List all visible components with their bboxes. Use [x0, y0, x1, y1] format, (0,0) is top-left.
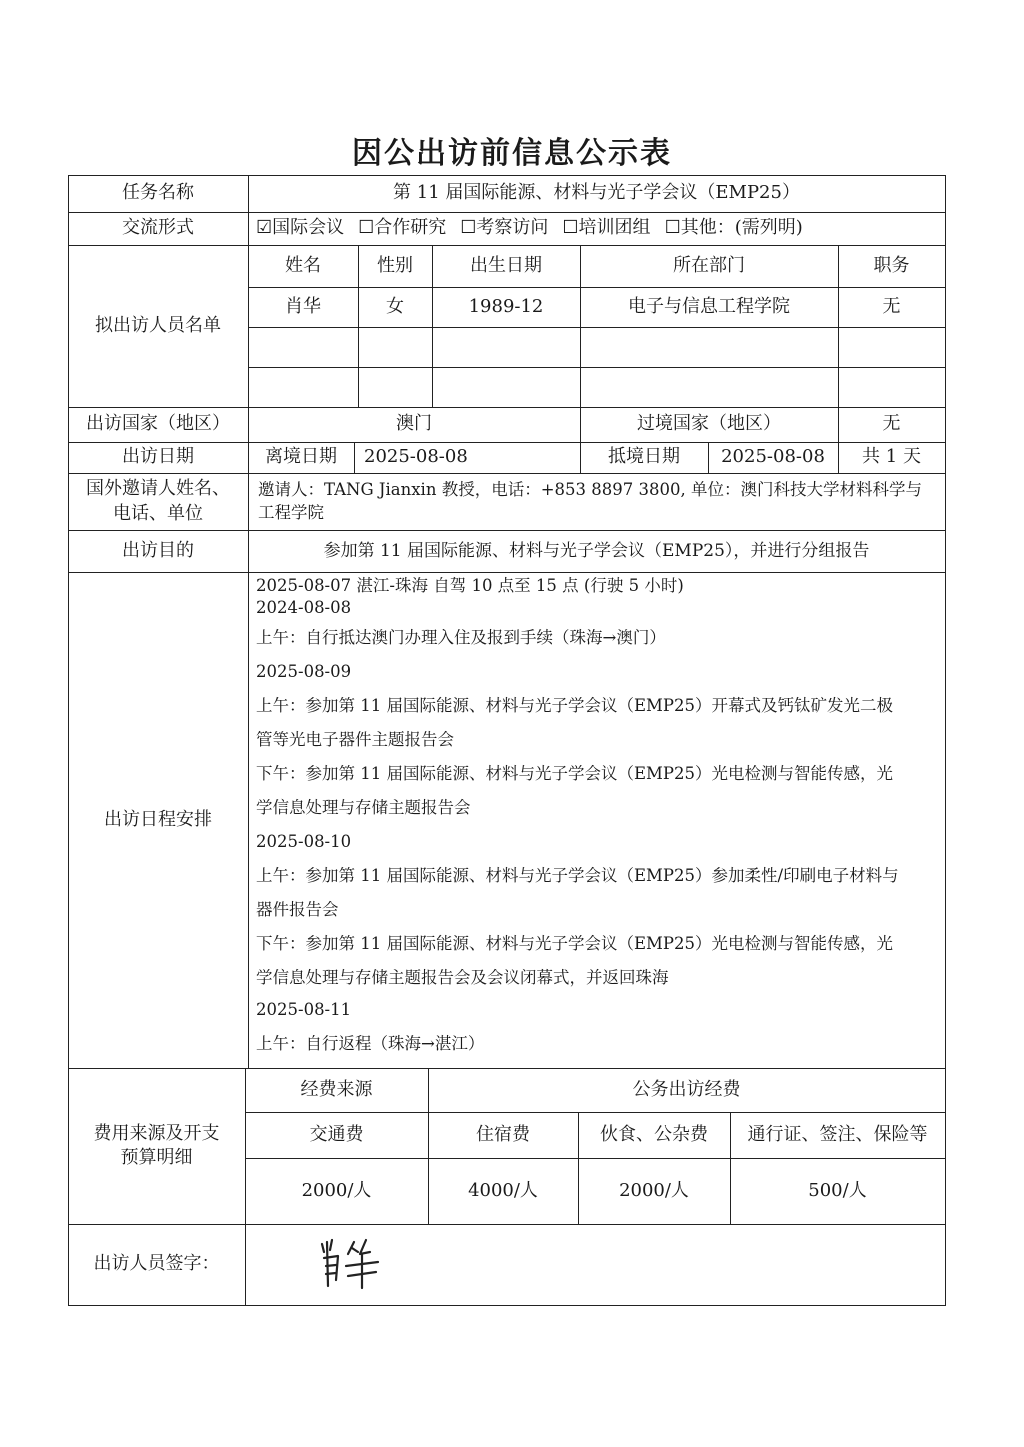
cost-value-accommodation: 4000/人 — [468, 1179, 538, 1201]
cost-header-visa: 通行证、签注、保险等 — [747, 1123, 928, 1145]
person-name: 肖华 — [285, 295, 321, 317]
exchange-label: 交流形式 — [122, 217, 194, 239]
transit-label: 过境国家（地区） — [637, 413, 781, 435]
schedule-line: 上午：参加第 11 届国际能源、材料与光子学会议（EMP25）参加柔性/印刷电子材料与 — [256, 866, 899, 885]
page-title: 因公出访前信息公示表 — [352, 136, 672, 171]
arrive-value: 2025-08-08 — [721, 446, 825, 468]
schedule-line: 2024-08-08 — [256, 598, 352, 617]
schedule-line: 2025-08-09 — [256, 662, 352, 681]
cost-header-transport: 交通费 — [309, 1123, 364, 1145]
option-cooperative-research: ☐合作研究 — [358, 217, 447, 239]
date-label: 出访日期 — [122, 446, 194, 468]
schedule-line: 下午：参加第 11 届国际能源、材料与光子学会议（EMP25）光电检测与智能传感，光 — [256, 934, 894, 953]
schedule-line: 学信息处理与存储主题报告会 — [256, 798, 471, 817]
inviter-value-line-1: 邀请人：TANG Jianxin 教授，电话：+853 8897 3800, 单位：澳门科技大学材料科学与 — [258, 480, 922, 500]
inviter-value — [248, 473, 945, 530]
depart-label: 离境日期 — [265, 446, 337, 468]
inviter-label — [68, 473, 248, 530]
schedule-line: 管等光电子器件主题报告会 — [256, 730, 454, 749]
mission-label: 任务名称 — [122, 182, 194, 204]
person-birth-date: 1989-12 — [468, 295, 544, 317]
schedule-line: 上午：自行抵达澳门办理入住及报到手续（珠海→澳门） — [256, 628, 666, 647]
duration: 共 1 天 — [862, 446, 921, 468]
inviter-label-line-2: 电话、单位 — [113, 502, 203, 524]
schedule-line: 2025-08-11 — [256, 1000, 352, 1019]
header-birth-date: 出生日期 — [470, 254, 542, 276]
header-position: 职务 — [873, 254, 910, 276]
cost-value-visa: 500/人 — [808, 1179, 867, 1201]
option-other: ☐其他：(需列明) — [664, 217, 803, 239]
schedule-line: 2025-08-10 — [256, 832, 352, 851]
personnel-label: 拟出访人员名单 — [95, 314, 221, 336]
header-department: 所在部门 — [673, 254, 745, 276]
schedule-line: 学信息处理与存储主题报告会及会议闭幕式，并返回珠海 — [256, 968, 669, 987]
schedule-line: 上午：自行返程（珠海→湛江） — [256, 1034, 485, 1053]
depart-value: 2025-08-08 — [364, 446, 468, 468]
purpose-value: 参加第 11 届国际能源、材料与光子学会议（EMP25），并进行分组报告 — [323, 540, 870, 561]
schedule-content — [256, 575, 944, 1063]
option-international-conference: ☑国际会议 — [256, 217, 345, 239]
funding-source-label: 经费来源 — [300, 1078, 373, 1100]
purpose-label: 出访目的 — [122, 539, 194, 561]
budget-label-line-2: 预算明细 — [120, 1147, 193, 1168]
cost-header-accommodation: 住宿费 — [476, 1123, 530, 1145]
arrive-label: 抵境日期 — [608, 446, 680, 468]
funding-source-value: 公务出访经费 — [632, 1078, 741, 1100]
cost-value-meals: 2000/人 — [619, 1179, 689, 1201]
inviter-value-line-2: 工程学院 — [258, 502, 324, 522]
schedule-label: 出访日程安排 — [104, 808, 212, 830]
schedule-line: 上午：参加第 11 届国际能源、材料与光子学会议（EMP25）开幕式及钙钛矿发光二极 — [256, 696, 894, 715]
cost-header-meals: 伙食、公杂费 — [600, 1123, 708, 1145]
mission-value: 第 11 届国际能源、材料与光子学会议（EMP25） — [393, 182, 800, 204]
inviter-label-line-1: 国外邀请人姓名、 — [86, 478, 230, 500]
header-gender: 性别 — [377, 254, 413, 276]
cost-value-transport: 2000/人 — [301, 1179, 372, 1201]
exchange-options — [248, 212, 945, 245]
signature-label: 出访人员签字： — [93, 1253, 220, 1275]
country-value: 澳门 — [396, 413, 432, 435]
person-department: 电子与信息工程学院 — [628, 295, 790, 317]
budget-label-line-1: 费用来源及开支 — [93, 1122, 220, 1144]
schedule-line: 下午：参加第 11 届国际能源、材料与光子学会议（EMP25）光电检测与智能传感，光 — [256, 764, 894, 783]
schedule-line: 器件报告会 — [256, 900, 339, 919]
header-name: 姓名 — [285, 254, 321, 276]
budget-label — [68, 1068, 245, 1224]
option-inspection-visit: ☐考察访问 — [460, 217, 549, 239]
country-label: 出访国家（地区） — [86, 413, 230, 435]
schedule-line: 2025-08-07 湛江-珠海 自驾 10 点至 15 点 (行驶 5 小时) — [256, 576, 684, 595]
handwritten-signature — [318, 1236, 388, 1291]
person-gender: 女 — [386, 295, 404, 317]
option-training-group: ☐培训团组 — [562, 217, 651, 239]
transit-value: 无 — [882, 413, 901, 435]
person-position: 无 — [882, 295, 901, 317]
